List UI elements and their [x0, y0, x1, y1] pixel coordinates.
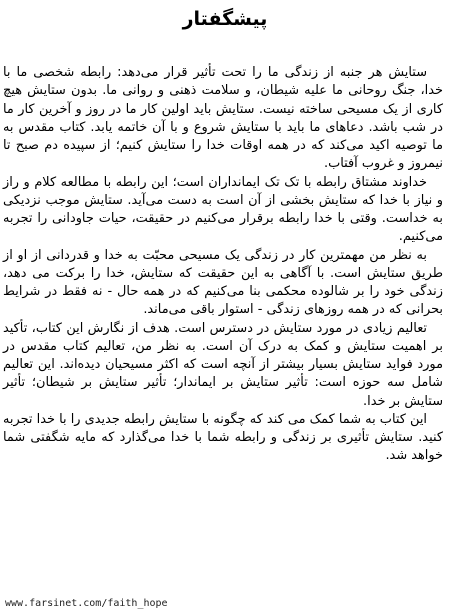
paragraph-5: این کتاب به شما کمک می کند که چگونه با ستایش رابطه جدیدی را با خدا تجربه کنید. ستایش تأثیری بر زندگی و رابطه شما با خدا می‌گذارد که مایه شگفتی شما خواهد شد.	[3, 411, 443, 464]
paragraph-1: ستایش هر جنبه از زندگی ما را تحت تأثیر قرار می‌دهد: رابطه شخصی ما با خدا، جنگ روحانی ما علیه شیطان، و سلامت ذهنی و روانی ما. بدون ستایش هیچ کاری از یک مسیحی ساخته نیست. ستایش باید اولین کار ما در روز و آخرین کار ما در شب باشد. دعاهای ما باید با ستایش شروع و با آن خاتمه یابد. کتاب مقدس به ما توصیه اکید می‌کند که در همه اوقات خدا را ستایش کنیم؛ از سپیده دم صبح تا نیمروز و غروب آفتاب.	[3, 65, 443, 172]
paragraph-3: به نظر من مهمترین کار در زندگی یک مسیحی محبّت به خدا و قدردانی از او از طریق ستایش است. با آگاهی به این حقیقت که ستایش، خدا را برکت می دهد، زندگی خود را بر شالوده محکمی بنا می‌کنیم که در همه حال - نه فقط در شرایط بحرانی که در همه روزهای زندگی - استوار باقی می‌ماند.	[3, 247, 443, 318]
body-text	[3, 64, 443, 466]
paragraph-2: خداوند مشتاق رابطه با تک تک ایمانداران است؛ این رابطه با مطالعه کلام و راز و نیاز با خدا که ستایش بخشی از آن است به دست می‌آید. ستایش موجب نزدیکی به خداست. وقتی با خدا رابطه برقرار می‌کنیم در حقیقت، حیات جاودانی را تجربه می‌کنیم.	[3, 174, 443, 245]
paragraph-4: تعالیم زیادی در مورد ستایش در دسترس است. هدف از نگارش این کتاب، تأکید بر اهمیت ستایش و کمک به درک آن است. به نظر من، تعالیم کتاب مقدس در مورد فواید ستایش بسیار بیشتر از آنچه است که اکثر مسیحیان دیده‌اند. این تعالیم شامل سه حوزه است: تأثیر ستایش بر ایماندار؛ تأثیر ستایش بر شیطان؛ تأثیر ستایش بر خدا.	[3, 320, 443, 409]
footer-url: www.farsinet.com/faith_hope	[5, 598, 168, 609]
page-title: پیشگفتار	[182, 8, 268, 30]
